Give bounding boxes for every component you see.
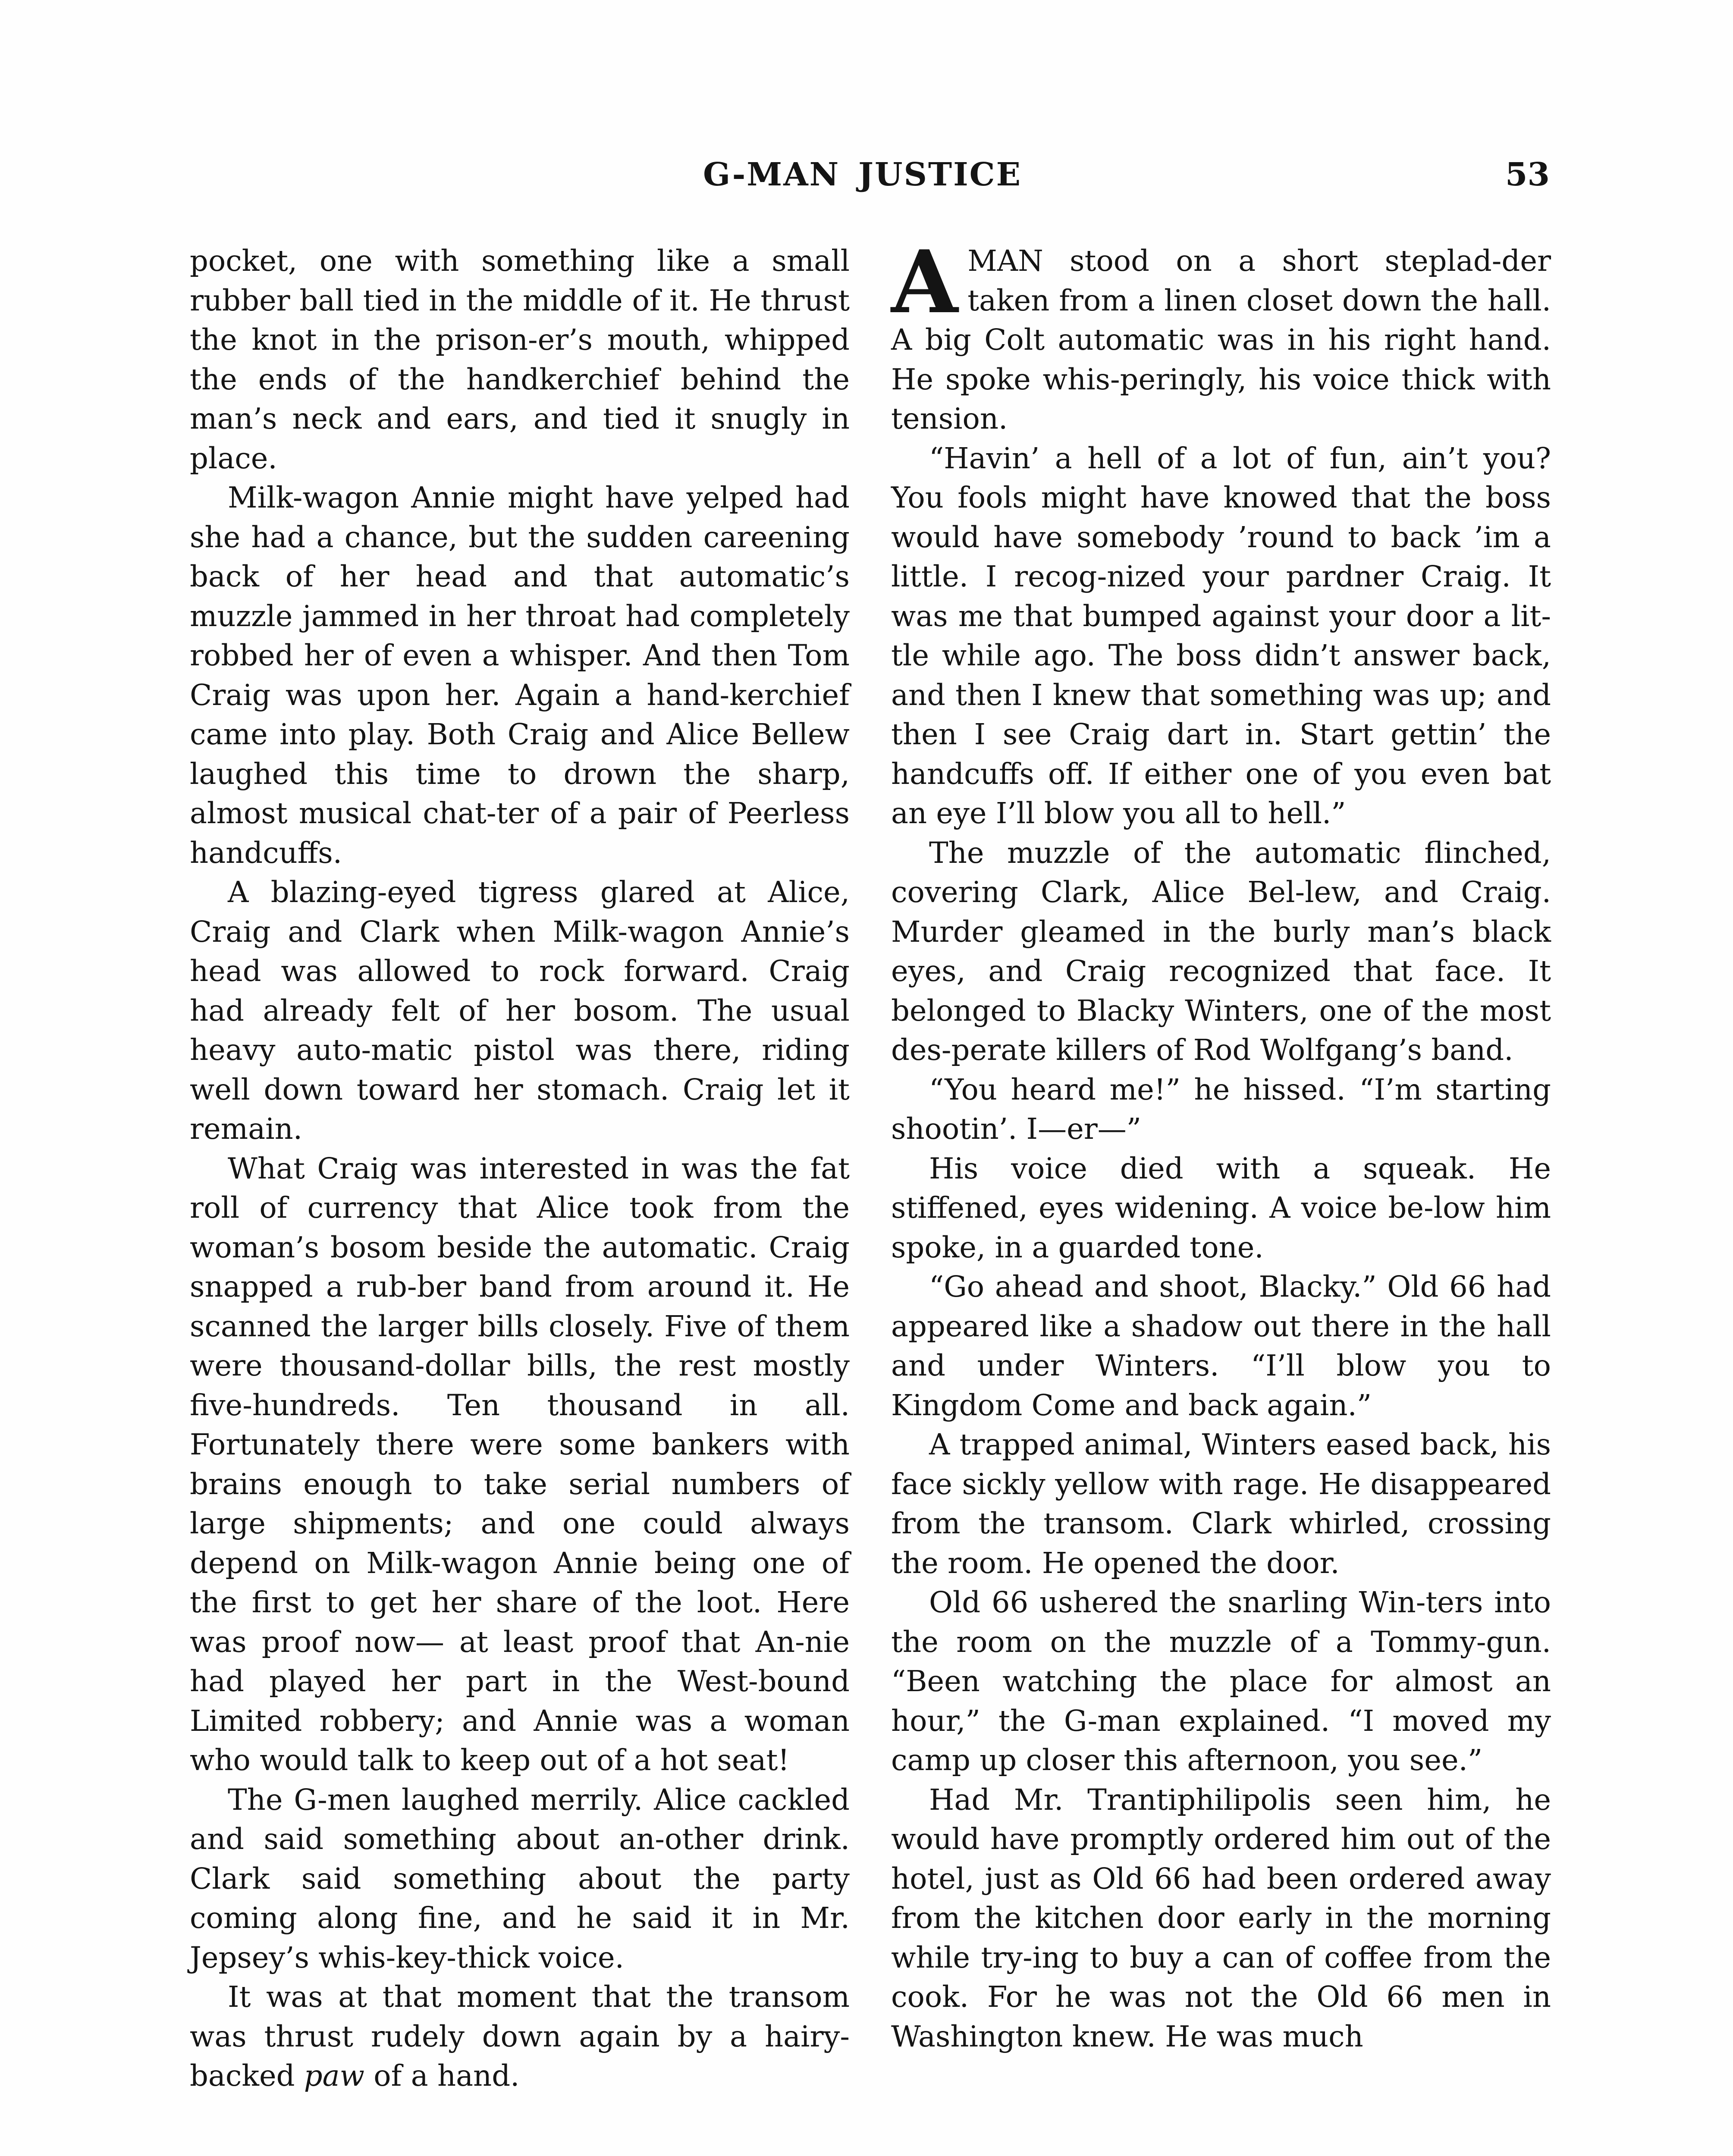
paragraph: pocket, one with something like a small rubber ball tied in the middle of it. He thrust the knot in the prison-er’s mouth, whipped the ends of the handkerchief behind the man’s neck and ears, and tied it snugly in place. <box>190 244 850 475</box>
paragraph <box>190 1977 850 2096</box>
page-number: 53 <box>1505 156 1550 193</box>
page-header <box>0 156 1733 199</box>
italic-word: paw <box>304 2059 364 2093</box>
paragraph: “Havin’ a hell of a lot of fun, ain’t you? You fools might have knowed that the boss would have somebody ’round to back ’im a little. I recog-nized your pardner Craig. It was me that bumped against your door a lit-tle while ago. The boss didn’t answer back, and then I knew that something was up; and then I see Craig dart in. Start gettin’ the handcuffs off. If either one of you even bat an eye I’ll blow you all to hell.” <box>891 441 1551 830</box>
opening-paragraph <box>891 232 1551 439</box>
paragraph: “Go ahead and shoot, Blacky.” Old 66 had appeared like a shadow out there in the hall and under Winters. “I’ll blow you to Kingdom Come and back again.” <box>891 1270 1551 1422</box>
paragraph-text: It was at that moment that the transom was thrust rudely down again by a hairy-backed <box>190 1980 850 2093</box>
left-text-column <box>190 241 850 2096</box>
paragraph: What Craig was interested in was the fat roll of currency that Alice took from the woman’s bosom beside the automatic. Craig snapped a rub-ber band from around it. He scanned the larger bills closely. Five of them were thousand-dollar bills, the rest mostly five-hundreds. Ten thousand in all. Fortunately there were some bankers with brains enough to take serial numbers of large shipments; and one could always depend on Milk-wagon Annie being one of the first to get her share of the loot. Here was proof now— at least proof that An-nie had played her part in the West-bound Limited robbery; and Annie was a woman who would talk to keep out of a hot seat! <box>190 1151 850 1777</box>
paragraph: “You heard me!” he hissed. “I’m starting shootin’. I—er—” <box>891 1072 1551 1146</box>
paragraph: Milk-wagon Annie might have yelped had she had a chance, but the sudden careening back of her head and that automatic’s muzzle jammed in her throat had completely robbed her of even a whisper. And then Tom Craig was upon her. Again a hand-kerchief came into play. Both Craig and Alice Bellew laughed this time to drown the sharp, almost musical chat-ter of a pair of Peerless handcuffs. <box>190 481 850 870</box>
paragraph: The muzzle of the automatic flinched, covering Clark, Alice Bel-lew, and Craig. Murder gleamed in the burly man’s black eyes, and Craig recognized that face. It belonged to Blacky Winters, one of the most des-perate killers of Rod Wolfgang’s band. <box>891 836 1551 1067</box>
paragraph-text: MAN stood on a short steplad-der taken from a linen closet down the hall. A big Colt automatic was in his right hand. He spoke whis-peringly, his voice thick with tension. <box>891 244 1551 436</box>
paragraph: A blazing-eyed tigress glared at Alice, Craig and Clark when Milk-wagon Annie’s head was allowed to rock forward. Craig had already felt of her bosom. The usual heavy auto-matic pistol was there, riding well down toward her stomach. Craig let it remain. <box>190 875 850 1146</box>
paragraph-text: of a hand. <box>364 2059 520 2093</box>
right-text-column <box>891 232 1551 2056</box>
running-title: G-MAN JUSTICE <box>703 156 1022 193</box>
paragraph: Old 66 ushered the snarling Win-ters into the room on the muzzle of a Tommy-gun. “Been watching the place for almost an hour,” the G-man explained. “I moved my camp up closer this afternoon, you see.” <box>891 1586 1551 1777</box>
drop-cap: A <box>891 232 958 333</box>
paragraph: A trapped animal, Winters eased back, his face sickly yellow with rage. He disappeared from the transom. Clark whirled, crossing the room. He opened the door. <box>891 1428 1551 1580</box>
paragraph: The G-men laughed merrily. Alice cackled and said something about an-other drink. Clark said something about the party coming along fine, and he said it in Mr. Jepsey’s whis-key-thick voice. <box>190 1783 850 1974</box>
paragraph: His voice died with a squeak. He stiffened, eyes widening. A voice be-low him spoke, in a guarded tone. <box>891 1151 1551 1264</box>
paragraph: Had Mr. Trantiphilipolis seen him, he would have promptly ordered him out of the hotel, just as Old 66 had been ordered away from the kitchen door early in the morning while try-ing to buy a can of coffee from the cook. For he was not the Old 66 men in Washington knew. He was much <box>891 1783 1551 2053</box>
